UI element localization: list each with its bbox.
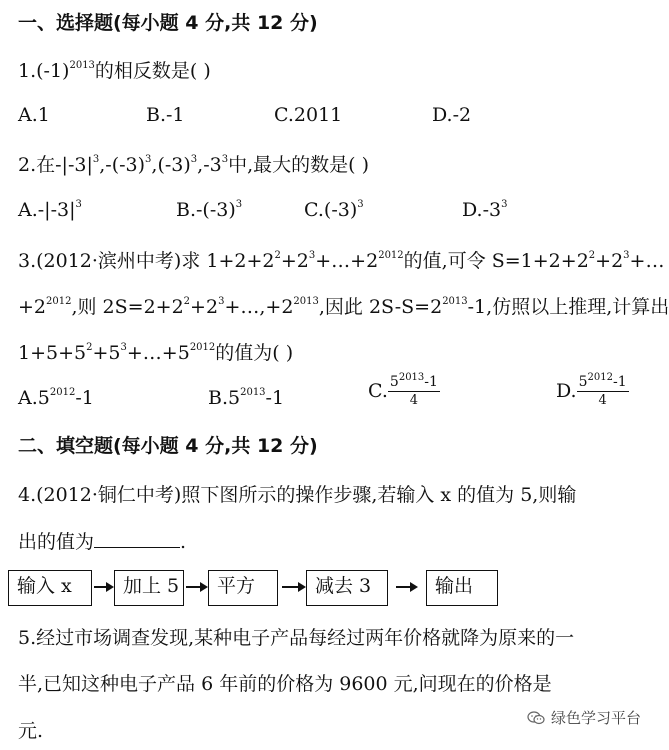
q2-stem-suffix: 中,最大的数是( ) bbox=[228, 154, 369, 176]
q2-exp-1: 3 bbox=[92, 154, 100, 165]
flow-step-subtract: 减去 3 bbox=[306, 570, 388, 606]
q3-l3-seg-2: +5 bbox=[92, 342, 121, 364]
question-4-line-2 bbox=[18, 527, 669, 554]
q3-l2-exp-2: 2 bbox=[183, 296, 191, 307]
question-3-line-2 bbox=[18, 292, 669, 319]
q3-option-c[interactable] bbox=[368, 372, 440, 408]
q3-l1-seg-1: 3.(2012·滨州中考)求 1+2+2 bbox=[18, 250, 275, 272]
flow-arrow-3 bbox=[282, 582, 306, 592]
q2-term-2: ,-(-3) bbox=[99, 154, 146, 176]
q1-option-d[interactable]: D.-2 bbox=[432, 104, 472, 126]
q3-l3-exp-2: 3 bbox=[120, 342, 127, 353]
q3-l2-seg-1: +2 bbox=[18, 296, 47, 318]
section-title-choice: 一、选择题(每小题 4 分,共 12 分) bbox=[18, 12, 318, 34]
q3-l2-exp-4: 2013 bbox=[293, 296, 319, 307]
q3-option-d-numerator bbox=[577, 372, 629, 392]
q2-exp-2: 3 bbox=[145, 154, 152, 165]
q3-l2-exp-1: 2012 bbox=[46, 296, 72, 307]
flow-arrow-1 bbox=[94, 582, 114, 592]
q3-l1-seg-6: +… bbox=[629, 250, 665, 272]
q3-option-c-num-exp: 2013 bbox=[398, 372, 425, 383]
q3-option-d-num-base: 5 bbox=[578, 374, 588, 390]
section-title-fill: 二、填空题(每小题 4 分,共 12 分) bbox=[18, 435, 318, 457]
wechat-icon bbox=[527, 711, 545, 725]
q2-option-a-exp: 3 bbox=[75, 199, 82, 210]
q4-line-2-suffix: . bbox=[180, 531, 187, 553]
q3-l3-exp-1: 2 bbox=[86, 342, 93, 353]
question-5-line-1: 5.经过市场调查发现,某种电子产品每经过两年价格就降为原来的一 bbox=[18, 627, 575, 649]
q2-option-d-exp: 3 bbox=[501, 199, 508, 210]
question-3-line-3 bbox=[18, 338, 669, 365]
watermark-text: 绿色学习平台 bbox=[551, 709, 642, 727]
q4-line-2-prefix: 出的值为 bbox=[18, 531, 95, 553]
q3-option-d-denominator: 4 bbox=[598, 393, 607, 408]
q3-l2-exp-3: 3 bbox=[218, 296, 225, 307]
q2-term-3: ,(-3) bbox=[151, 154, 191, 176]
q3-option-d-num-exp: 2012 bbox=[587, 372, 613, 383]
q1-stem-suffix: 的相反数是( ) bbox=[94, 60, 211, 82]
q2-exp-4: 3 bbox=[221, 154, 229, 165]
q1-exponent: 2013 bbox=[69, 60, 95, 71]
question-2-stem bbox=[18, 150, 669, 177]
q3-l3-exp-3: 2012 bbox=[189, 342, 216, 353]
q3-l1-seg-5: +2 bbox=[595, 250, 624, 272]
question-3-line-1 bbox=[18, 246, 669, 273]
question-5-line-3: 元. bbox=[18, 720, 44, 742]
q3-l1-exp-4: 2 bbox=[588, 250, 596, 261]
q1-option-c[interactable]: C.2011 bbox=[274, 104, 343, 126]
q3-option-c-num-base: 5 bbox=[389, 374, 399, 390]
q3-option-a-exp: 2012 bbox=[49, 387, 76, 398]
q3-l1-exp-5: 3 bbox=[623, 250, 630, 261]
q3-l1-exp-1: 2 bbox=[274, 250, 281, 261]
q3-option-b[interactable] bbox=[208, 387, 284, 409]
q2-option-c-exp: 3 bbox=[357, 199, 364, 210]
q1-option-a[interactable]: A.1 bbox=[18, 104, 50, 126]
q3-l3-seg-4: 的值为( ) bbox=[215, 342, 294, 364]
q3-option-b-base: B.5 bbox=[208, 387, 241, 409]
q3-l1-seg-3: +…+2 bbox=[315, 250, 379, 272]
q3-option-b-exp: 2013 bbox=[240, 387, 266, 398]
flow-arrow-4 bbox=[396, 582, 418, 592]
flow-step-input: 输入 x bbox=[8, 570, 92, 606]
q3-option-c-numerator bbox=[388, 372, 440, 392]
flow-step-add: 加上 5 bbox=[114, 570, 184, 606]
q2-option-c[interactable] bbox=[304, 199, 364, 221]
flow-step-output: 输出 bbox=[426, 570, 498, 606]
q3-l2-seg-6: -1,仿照以上推理,计算出 bbox=[467, 296, 669, 318]
q1-option-b[interactable]: B.-1 bbox=[146, 104, 185, 126]
q3-option-d-label: D. bbox=[556, 380, 577, 402]
q3-l1-seg-2: +2 bbox=[280, 250, 309, 272]
watermark bbox=[527, 707, 641, 728]
q3-l1-exp-2: 3 bbox=[308, 250, 316, 261]
q2-term-1: 2.在-|-3| bbox=[18, 154, 93, 176]
q3-l3-seg-1: 1+5+5 bbox=[18, 342, 87, 364]
q3-l2-exp-5: 2013 bbox=[442, 296, 468, 307]
q4-answer-blank[interactable] bbox=[94, 531, 180, 548]
q3-l2-seg-5: ,因此 2S-S=2 bbox=[318, 296, 443, 318]
q3-option-c-num-tail: -1 bbox=[424, 374, 438, 390]
q2-exp-3: 3 bbox=[190, 154, 198, 165]
question-4-line-1: 4.(2012·铜仁中考)照下图所示的操作步骤,若输入 x 的值为 5,则输 bbox=[18, 484, 577, 506]
flow-step-square: 平方 bbox=[208, 570, 278, 606]
flow-arrow-2 bbox=[186, 582, 208, 592]
q3-l2-seg-3: +2 bbox=[190, 296, 219, 318]
q2-option-a[interactable] bbox=[18, 199, 82, 221]
q3-option-c-label: C. bbox=[368, 380, 388, 402]
q3-l2-seg-4: +…,+2 bbox=[224, 296, 294, 318]
q2-option-a-text: A.-|-3| bbox=[18, 199, 76, 221]
question-1-stem bbox=[18, 56, 669, 83]
q2-option-b[interactable] bbox=[176, 199, 242, 221]
q2-option-d[interactable] bbox=[462, 199, 507, 221]
q2-term-4: ,-3 bbox=[197, 154, 222, 176]
q2-option-b-text: B.-(-3) bbox=[176, 199, 236, 221]
q3-l3-seg-3: +…+5 bbox=[126, 342, 190, 364]
q3-l1-exp-3: 2012 bbox=[378, 250, 404, 261]
q3-option-d-fraction bbox=[577, 372, 629, 408]
q3-l1-seg-4: 的值,可令 S=1+2+2 bbox=[403, 250, 589, 272]
q2-option-d-text: D.-3 bbox=[462, 199, 502, 221]
q3-option-d-num-tail: -1 bbox=[612, 374, 627, 390]
q3-option-a[interactable] bbox=[18, 387, 94, 409]
q3-option-a-base: A.5 bbox=[18, 387, 50, 409]
q3-option-c-fraction bbox=[388, 372, 440, 408]
q3-option-c-denominator: 4 bbox=[409, 393, 419, 408]
question-5-line-2: 半,已知这种电子产品 6 年前的价格为 9600 元,问现在的价格是 bbox=[18, 673, 552, 695]
q3-option-a-tail: -1 bbox=[75, 387, 94, 409]
q2-option-c-text: C.(-3) bbox=[304, 199, 358, 221]
q1-stem-prefix: 1.(-1) bbox=[18, 60, 70, 82]
q2-option-b-exp: 3 bbox=[235, 199, 243, 210]
q3-option-b-tail: -1 bbox=[265, 387, 285, 409]
q3-option-d[interactable] bbox=[556, 372, 629, 408]
q3-l2-seg-2: ,则 2S=2+2 bbox=[71, 296, 184, 318]
